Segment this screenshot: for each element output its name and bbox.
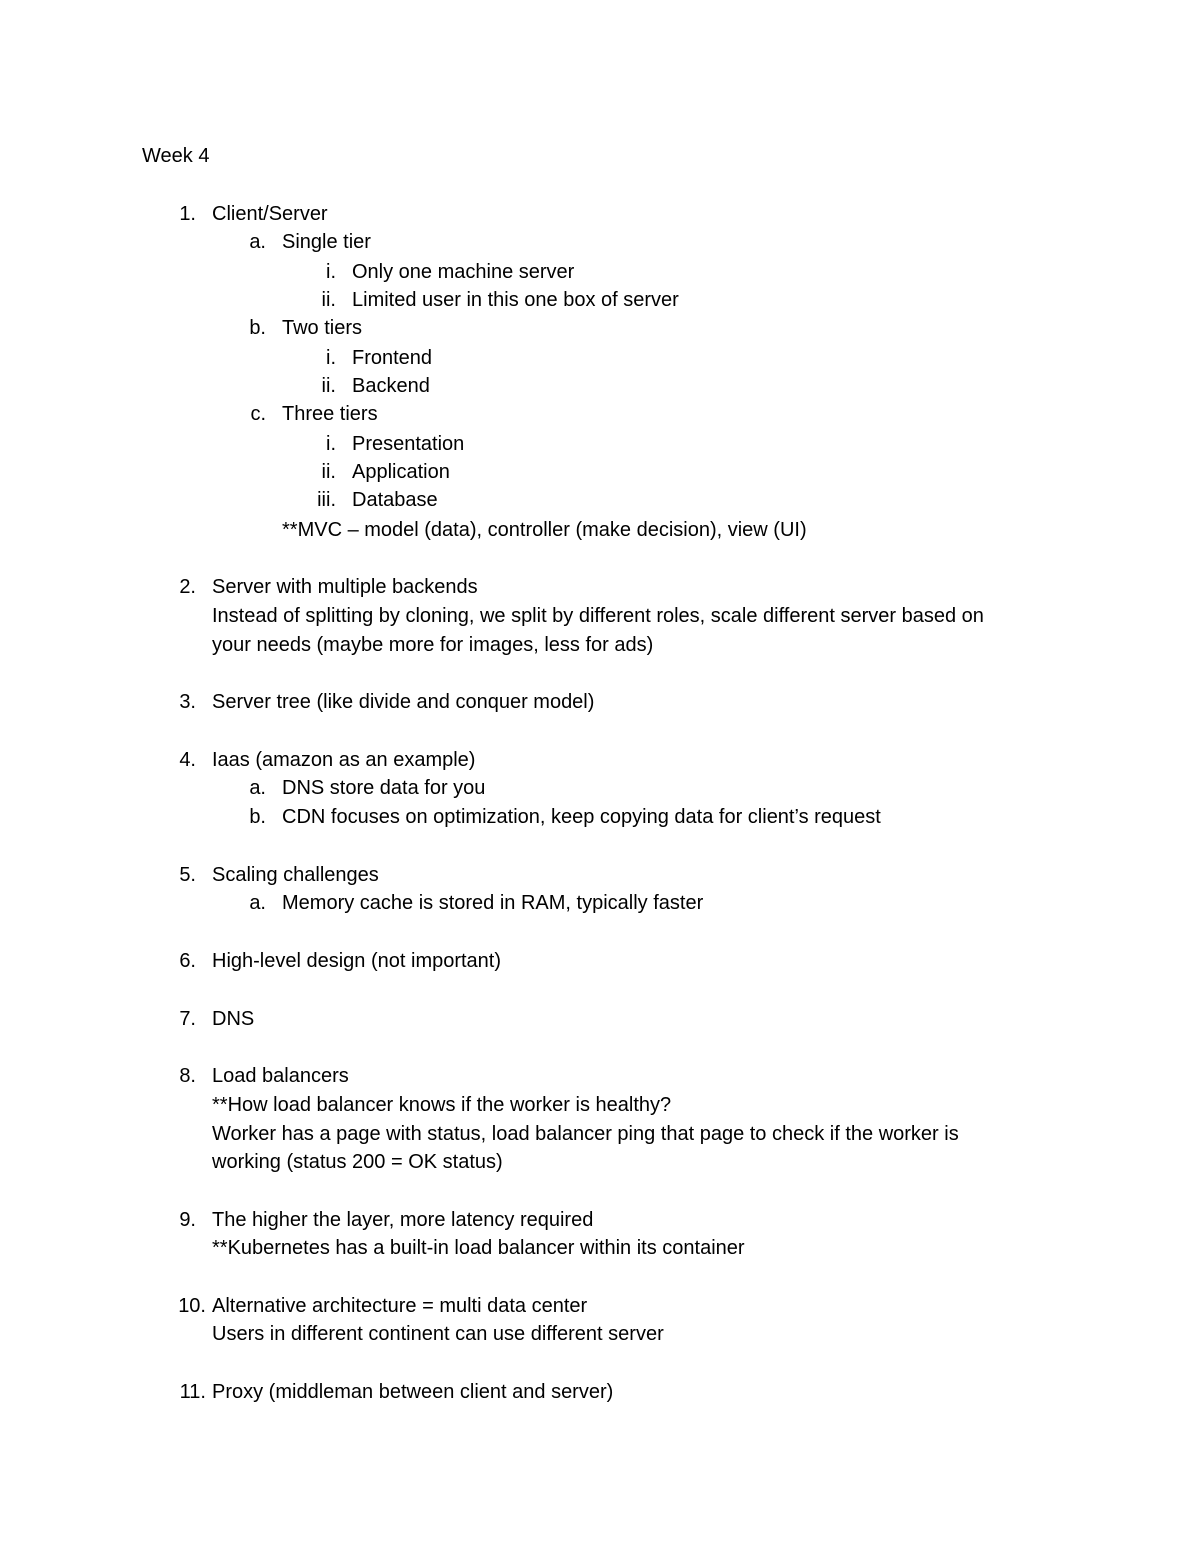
sub-item-text: Three tiers — [282, 403, 378, 425]
paragraph-line: Users in different continent can use different server — [212, 1323, 664, 1345]
paragraph-line: Worker has a page with status, load balancer ping that page to check if the worker is — [212, 1123, 959, 1145]
sub-item-letter: c. — [250, 403, 266, 425]
list-item-number: 7. — [179, 1008, 196, 1030]
list-item-text: Iaas (amazon as an example) — [212, 749, 476, 771]
sub-item-text: Memory cache is stored in RAM, typically faster — [282, 892, 704, 914]
point-numeral: i. — [326, 433, 336, 455]
note-text: **MVC – model (data), controller (make decision), view (UI) — [282, 519, 807, 541]
sub-item-text: Single tier — [282, 231, 371, 253]
point-text: Only one machine server — [352, 261, 575, 283]
list-item-number: 8. — [179, 1065, 196, 1087]
point-numeral: iii. — [317, 489, 336, 511]
page-title: Week 4 — [142, 145, 210, 167]
list-item-number: 11. — [179, 1381, 206, 1403]
list-item-number: 2. — [179, 576, 196, 598]
list-item-text: Alternative architecture = multi data center — [212, 1295, 588, 1317]
list-item-text: High-level design (not important) — [212, 950, 502, 972]
sub-item-letter: b. — [249, 806, 266, 828]
point-text: Database — [352, 489, 438, 511]
list-item-text: Server with multiple backends — [212, 576, 478, 598]
point-text: Frontend — [352, 347, 433, 369]
paragraph-line: Instead of splitting by cloning, we split by different roles, scale different server based on — [212, 605, 984, 627]
point-numeral: ii. — [321, 289, 336, 311]
list-item-text: Client/Server — [212, 203, 328, 225]
point-numeral: i. — [326, 261, 336, 283]
list-item-text: Proxy (middleman between client and server) — [212, 1381, 614, 1403]
paragraph-line: working (status 200 = OK status) — [212, 1151, 503, 1173]
list-item-text: Scaling challenges — [212, 864, 379, 886]
sub-item-letter: a. — [249, 231, 266, 253]
sub-item-text: DNS store data for you — [282, 777, 486, 799]
list-item-number: 1. — [179, 203, 196, 225]
list-item-number: 6. — [179, 950, 196, 972]
point-text: Limited user in this one box of server — [352, 289, 679, 311]
sub-item-letter: a. — [249, 892, 266, 914]
list-item-text: Load balancers — [212, 1065, 349, 1087]
sub-item-text: CDN focuses on optimization, keep copying data for client’s request — [282, 806, 881, 828]
sub-item-text: Two tiers — [282, 317, 363, 339]
list-item-number: 10. — [178, 1295, 206, 1317]
sub-item-letter: b. — [249, 317, 266, 339]
list-item-text: DNS — [212, 1008, 255, 1030]
list-item-number: 9. — [179, 1209, 196, 1231]
paragraph-line: your needs (maybe more for images, less for ads) — [212, 634, 654, 656]
point-text: Presentation — [352, 433, 465, 455]
point-text: Application — [352, 461, 450, 483]
point-text: Backend — [352, 375, 430, 397]
paragraph-line: **Kubernetes has a built-in load balancer within its container — [212, 1237, 745, 1259]
list-item-text: Server tree (like divide and conquer model) — [212, 691, 595, 713]
point-numeral: i. — [326, 347, 336, 369]
point-numeral: ii. — [321, 375, 336, 397]
list-item-number: 3. — [179, 691, 196, 713]
list-item-number: 5. — [179, 864, 196, 886]
paragraph-line: **How load balancer knows if the worker is healthy? — [212, 1094, 672, 1116]
point-numeral: ii. — [321, 461, 336, 483]
list-item-number: 4. — [179, 749, 196, 771]
list-item-text: The higher the layer, more latency required — [212, 1209, 594, 1231]
sub-item-letter: a. — [249, 777, 266, 799]
